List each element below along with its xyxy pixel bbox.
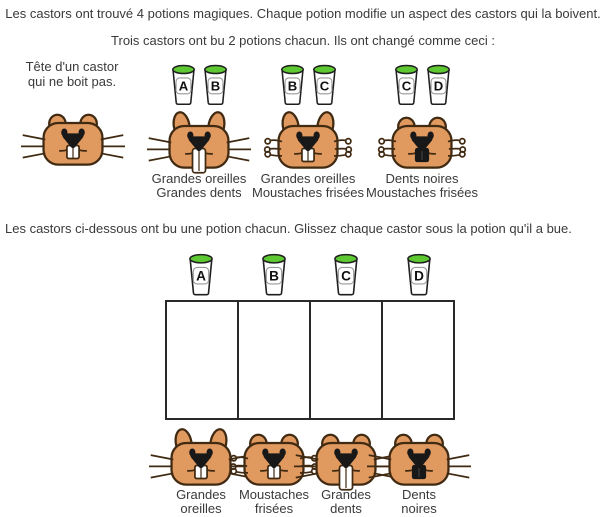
reference-caption: Tête d'un castor qui ne boit pas.	[25, 59, 119, 89]
intro-text: Les castors ont trouvé 4 potions magiques. Chaque potion modifie un aspect des castors qui la boivent.	[5, 6, 601, 21]
drop-zone-potion-b[interactable]	[239, 302, 311, 418]
label-line: dents	[330, 501, 362, 516]
effect-label: Dents noires	[385, 171, 459, 186]
reference-beaver-image	[21, 97, 125, 184]
svg-text:A: A	[196, 268, 206, 284]
examples-caption: Trois castors ont bu 2 potions chacun. Ils ont changé comme ceci :	[111, 33, 495, 48]
effect-label: Moustaches frisées	[366, 185, 478, 200]
task-instruction: Les castors ci-dessous ont bu une potion chacun. Glissez chaque castor sous la potion qu'il a bue.	[5, 221, 572, 236]
label-line: oreilles	[180, 501, 222, 516]
label-line: noires	[401, 501, 437, 516]
svg-text:D: D	[414, 268, 424, 284]
svg-text:A: A	[178, 78, 188, 94]
svg-text:C: C	[401, 78, 411, 94]
answer-potion-cup-b-icon	[259, 252, 289, 297]
effect-label: Grandes oreilles	[260, 171, 356, 186]
label-line: Grandes	[176, 487, 226, 502]
example-group-3	[342, 63, 502, 203]
label-line: Grandes	[321, 487, 371, 502]
svg-text:C: C	[341, 268, 351, 284]
label-line: Moustaches	[238, 487, 310, 502]
svg-text:D: D	[433, 78, 443, 94]
answer-potion-cup-c-icon	[331, 252, 361, 297]
effect-label: Grandes dents	[156, 185, 242, 200]
svg-text:B: B	[210, 78, 220, 94]
answer-potion-cup-a-icon	[186, 252, 216, 297]
label-line: Dents	[402, 487, 436, 502]
drop-zone-potion-d[interactable]	[383, 302, 453, 418]
svg-text:C: C	[319, 78, 329, 94]
answer-potion-cup-d-icon	[404, 252, 434, 297]
drop-zone-potion-c[interactable]	[311, 302, 383, 418]
svg-text:B: B	[269, 268, 279, 284]
effect-label: Grandes oreilles	[151, 171, 247, 186]
answer-grid	[165, 300, 455, 420]
example-3-effects	[366, 172, 478, 200]
label-line: frisées	[254, 501, 294, 516]
svg-text:B: B	[287, 78, 297, 94]
draggable-beaver-label	[369, 488, 469, 516]
effect-label: Moustaches frisées	[252, 185, 364, 200]
drop-zone-potion-a[interactable]	[167, 302, 239, 418]
